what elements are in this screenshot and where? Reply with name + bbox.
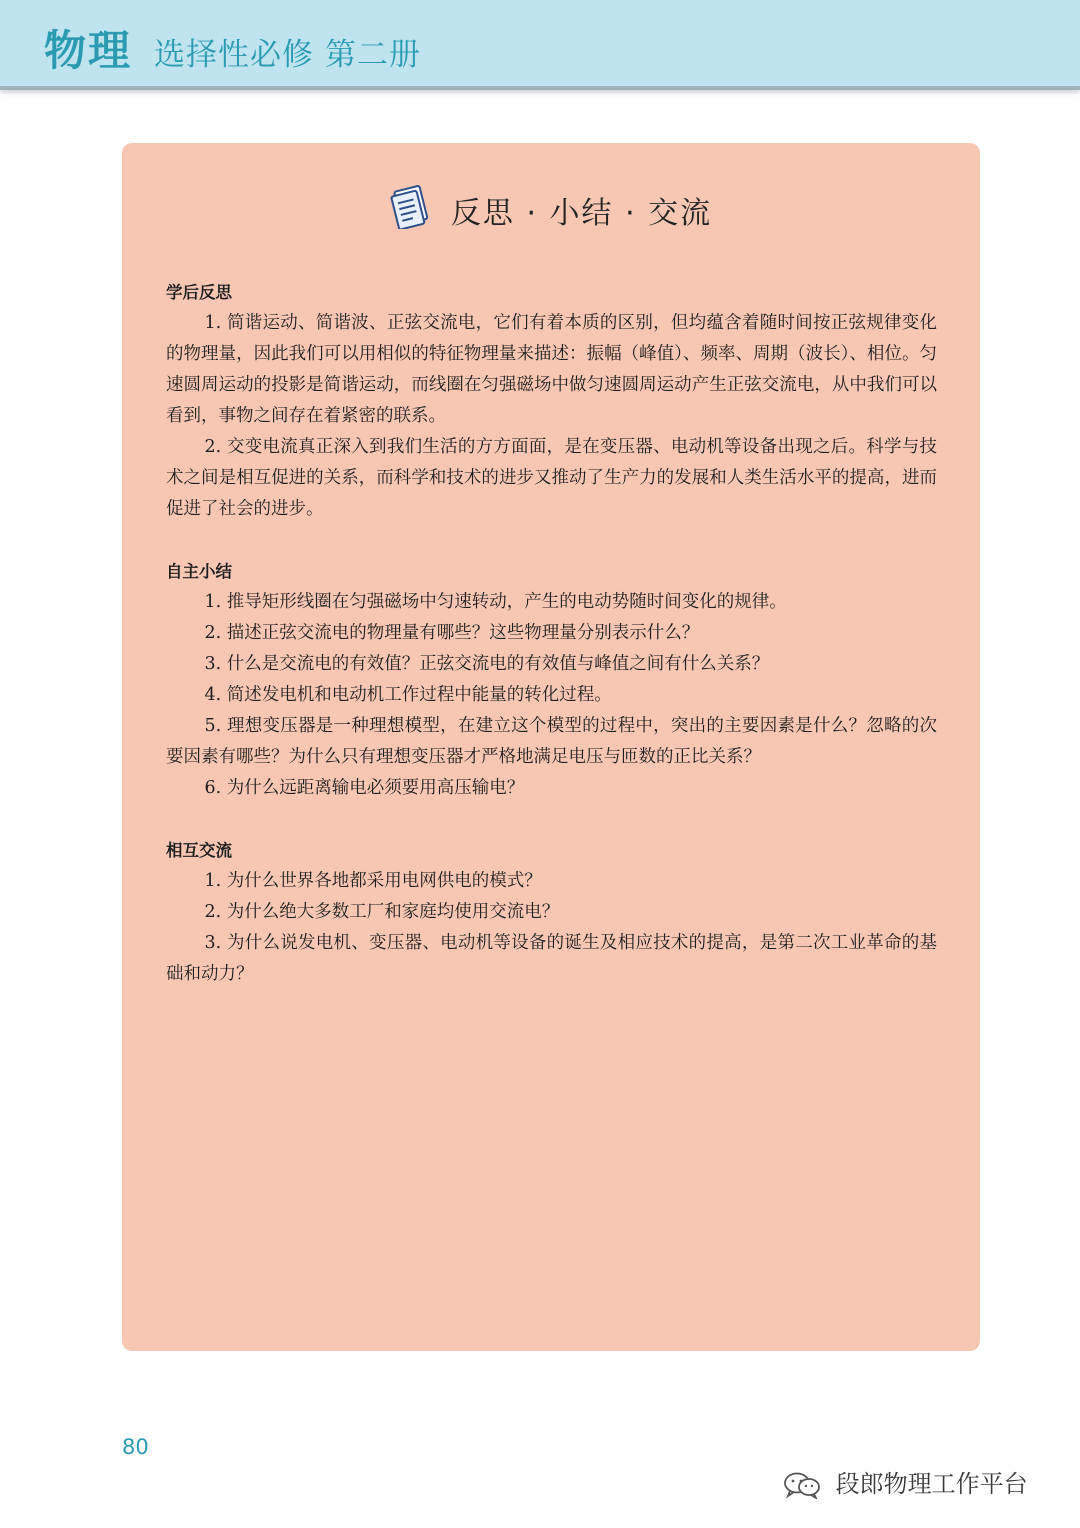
exchange-item: 3. 为什么说发电机、变压器、电动机等设备的诞生及相应技术的提高，是第二次工业革命的基础和动力？ — [166, 933, 937, 984]
section-heading-summary: 自主小结 — [166, 562, 232, 581]
panel-title-row — [122, 187, 980, 233]
wechat-icon — [782, 1471, 822, 1499]
reflection-item: 1. 简谐运动、简谐波、正弦交流电，它们有着本质的区别，但均蕴含着随时间按正弦规律变化的物理量，因此我们可以用相似的特征物理量来描述：振幅（峰值）、频率、周期（波长）、相位。匀速圆周运动的投影是简谐运动，而线圈在匀强磁场中做匀速圆周运动产生正弦交流电，从中我们可以看到，事物之间存在着紧密的联系。 — [166, 313, 937, 426]
summary-item: 6. 为什么远距离输电必须要用高压输电？ — [204, 778, 525, 798]
section-gap — [166, 804, 937, 835]
summary-panel — [122, 143, 980, 1351]
summary-item: 3. 什么是交流电的有效值？正弦交流电的有效值与峰值之间有什么关系？ — [204, 654, 770, 674]
section-heading-reflection: 学后反思 — [166, 283, 232, 302]
notebook-icon — [390, 183, 434, 229]
subject-title: 物理 — [44, 26, 133, 75]
page-number: 80 — [122, 1435, 149, 1459]
section-gap — [166, 525, 937, 556]
panel-title: 反思 · 小结 · 交流 — [450, 196, 713, 231]
exchange-item: 1. 为什么世界各地都采用电网供电的模式？ — [204, 871, 542, 891]
summary-item: 4. 简述发电机和电动机工作过程中能量的转化过程。 — [204, 685, 612, 705]
summary-item: 5. 理想变压器是一种理想模型，在建立这个模型的过程中，突出的主要因素是什么？忽略的次要因素有哪些？为什么只有理想变压器才严格地满足电压与匝数的正比关系？ — [166, 716, 937, 767]
exchange-item: 2. 为什么绝大多数工厂和家庭均使用交流电？ — [204, 902, 560, 922]
watermark — [782, 1464, 1028, 1499]
reflection-item: 2. 交变电流真正深入到我们生活的方方面面，是在变压器、电动机等设备出现之后。科学与技术之间是相互促进的关系，而科学和技术的进步又推动了生产力的发展和人类生活水平的提高，进而促进了社会的进步。 — [166, 437, 937, 519]
volume-title: 选择性必修 第二册 — [154, 37, 421, 73]
section-heading-exchange: 相互交流 — [166, 841, 232, 860]
summary-item: 1. 推导矩形线圈在匀强磁场中匀速转动，产生的电动势随时间变化的规律。 — [204, 592, 787, 612]
page-header — [0, 0, 1080, 90]
watermark-text: 段郎物理工作平台 — [835, 1470, 1028, 1498]
summary-item: 2. 描述正弦交流电的物理量有哪些？这些物理量分别表示什么？ — [204, 623, 700, 643]
panel-content — [166, 277, 937, 990]
